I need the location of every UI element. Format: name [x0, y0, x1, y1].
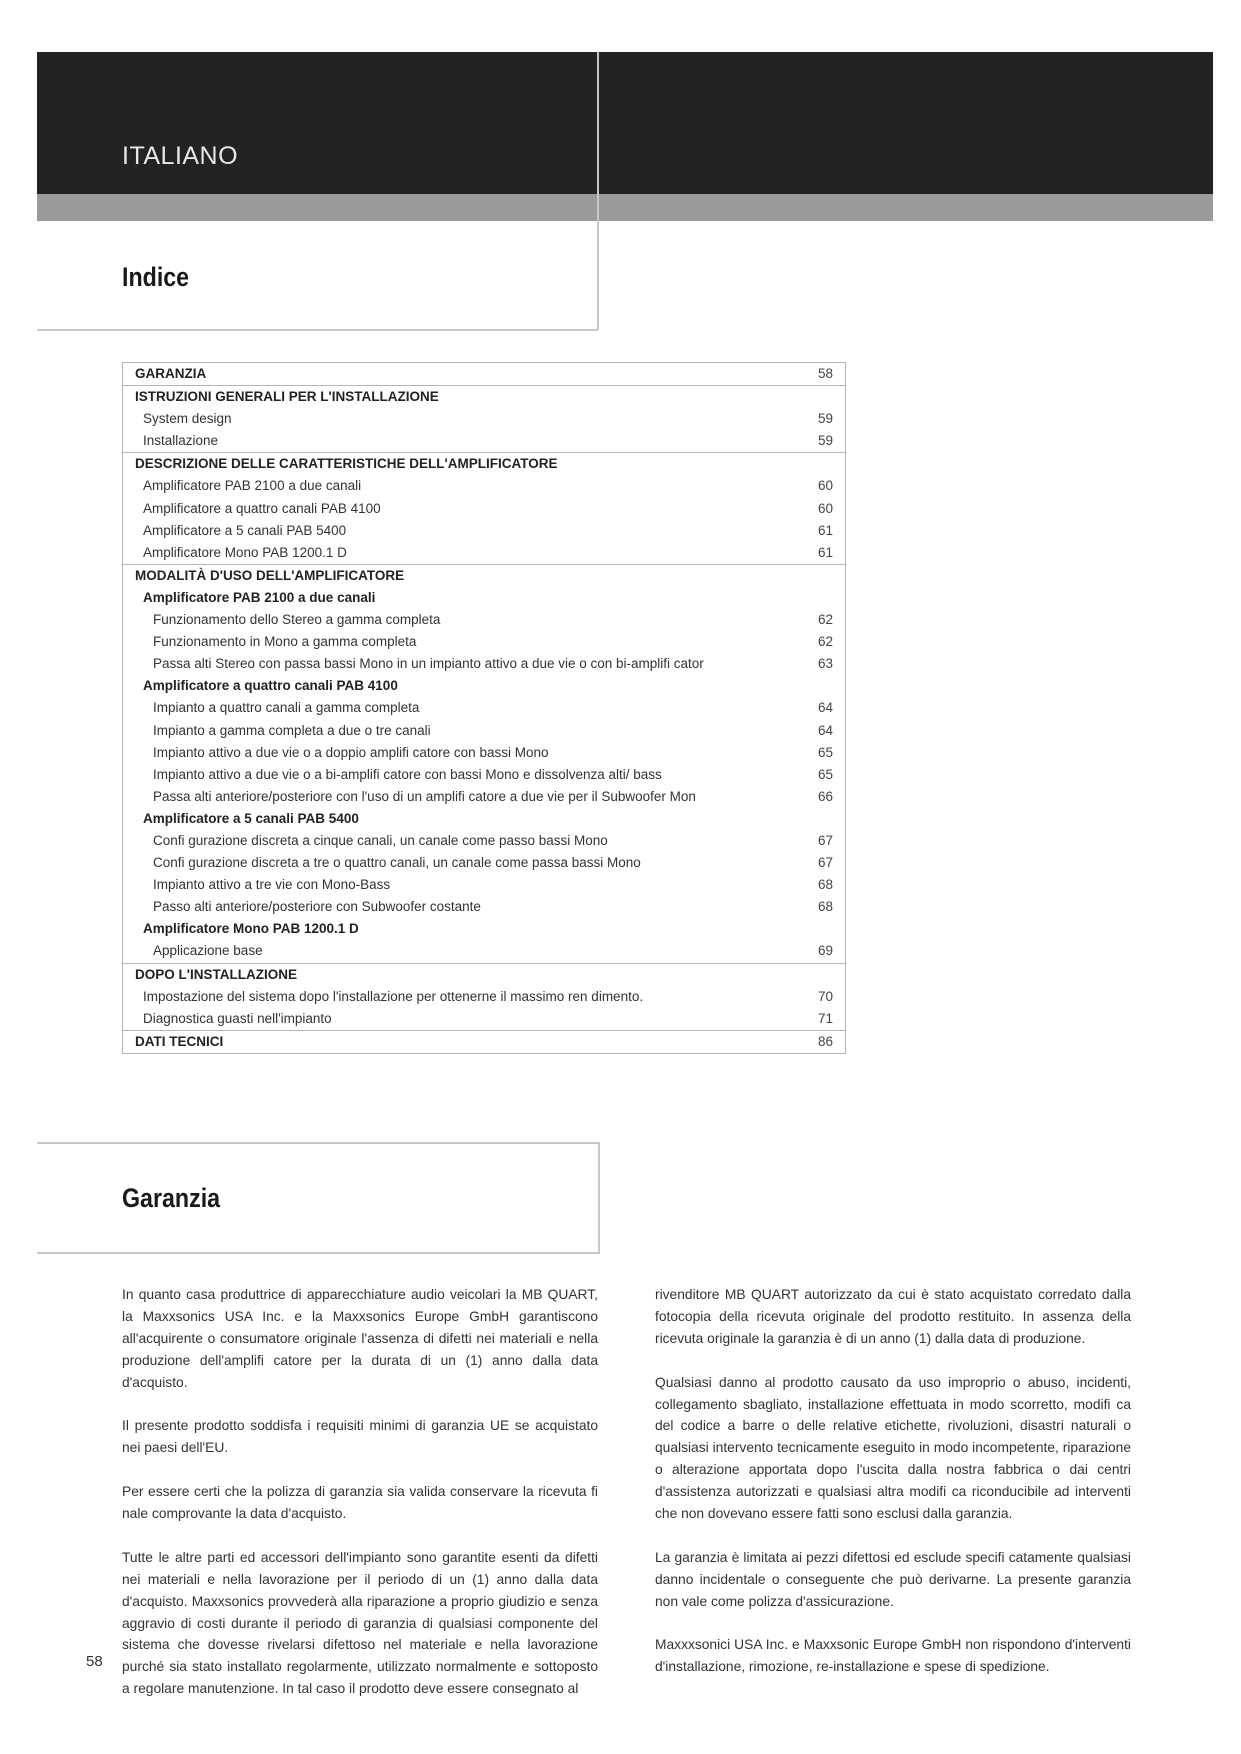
- paragraph: Qualsiasi danno al prodotto causato da uso improprio o abuso, incidenti, collegamento sbagliato, installazione effettuata in modo scorretto, modifi ca del codice a barre o delle relative etichette, rivoluzioni, disastri naturali o qualsiasi intervento tecnicamente eseguito in modo incompetente, riparazione o alterazione apportata dopo l'uscita dalla nostra fabbrica o dai centri d'assistenza autorizzati e qualsiasi altra modifi ca riconducibile ad interventi che non dovevano essere fatti sono esclusi dalla garanzia.: [655, 1374, 1131, 1522]
- toc-entry-title: ISTRUZIONI GENERALI PER L'INSTALLAZIONE: [135, 389, 439, 405]
- toc-entry-page: 58: [817, 366, 833, 381]
- toc-entry-title: Amplificatore Mono PAB 1200.1 D: [143, 544, 347, 560]
- toc-entry[interactable]: [123, 385, 845, 408]
- toc-entry[interactable]: [123, 498, 845, 520]
- toc-entry-page: 64: [817, 722, 833, 738]
- index-title: Indice: [122, 262, 190, 292]
- paragraph: Per essere certi che la polizza di garanzia sia valida conservare la ricevuta fi nale comprovante la data d'acquisto.: [122, 1484, 598, 1522]
- toc-entry[interactable]: [123, 1008, 845, 1030]
- toc-entry-page: 65: [817, 744, 833, 760]
- toc-entry[interactable]: [123, 808, 845, 830]
- toc-entry[interactable]: [123, 742, 845, 764]
- toc-entry[interactable]: [123, 631, 845, 653]
- toc-entry[interactable]: [123, 653, 845, 675]
- toc-entry-page: 59: [817, 433, 833, 449]
- toc-entry-page: 70: [817, 988, 833, 1004]
- toc-entry-title: Applicazione base: [153, 943, 263, 959]
- warranty-column-left: [122, 1284, 598, 1722]
- toc-entry[interactable]: [123, 918, 845, 940]
- toc-entry-title: Confi gurazione discreta a tre o quattro canali, un canale come passa bassi Mono: [153, 855, 641, 871]
- toc-entry[interactable]: [123, 986, 845, 1008]
- toc-entry-title: Passa alti Stereo con passa bassi Mono in un impianto attivo a due vie o con bi-amplifi cator: [153, 656, 704, 672]
- toc-entry-title: Amplificatore PAB 2100 a due canali: [143, 478, 362, 494]
- toc-entry-title: Impianto attivo a tre vie con Mono-Bass: [153, 877, 391, 893]
- toc-entry[interactable]: [123, 697, 845, 719]
- toc-entry[interactable]: [123, 830, 845, 852]
- toc-entry-title: Amplificatore a 5 canali PAB 5400: [143, 810, 359, 826]
- toc-entry[interactable]: [123, 430, 845, 452]
- header-stripe: [37, 194, 1213, 221]
- toc-entry[interactable]: [123, 852, 845, 874]
- toc-entry-page: 66: [817, 788, 833, 804]
- header-band: [37, 52, 1213, 194]
- toc-entry-page: 68: [817, 877, 833, 893]
- toc-entry-page: 68: [817, 899, 833, 915]
- table-of-contents: [122, 362, 846, 1054]
- toc-entry-title: MODALITÀ D'USO DELL'AMPLIFICATORE: [135, 567, 405, 583]
- toc-entry[interactable]: [123, 896, 845, 918]
- toc-entry-title: Impianto a gamma completa a due o tre canali: [153, 722, 431, 738]
- toc-entry-title: Impostazione del sistema dopo l'installazione per ottenerne il massimo ren dimento.: [143, 988, 644, 1004]
- page-number: 58: [86, 1653, 103, 1670]
- toc-entry-page: 63: [817, 656, 833, 672]
- toc-entry-page: 59: [817, 411, 833, 427]
- toc-entry[interactable]: [123, 564, 845, 587]
- toc-entry-page: 60: [817, 500, 833, 516]
- toc-entry-title: Passa alti anteriore/posteriore con l'uso di un amplifi catore a due vie per il Subwoofer Mon: [153, 788, 696, 804]
- toc-entry[interactable]: [123, 520, 845, 542]
- language-label: ITALIANO: [122, 142, 239, 170]
- toc-entry-title: Funzionamento in Mono a gamma completa: [153, 634, 417, 650]
- toc-entry-title: Amplificatore a quattro canali PAB 4100: [143, 678, 398, 694]
- toc-entry-title: DOPO L'INSTALLAZIONE: [135, 966, 297, 982]
- toc-entry-title: Amplificatore Mono PAB 1200.1 D: [143, 921, 359, 937]
- toc-entry[interactable]: [123, 452, 845, 475]
- toc-entry-title: Funzionamento dello Stereo a gamma completa: [153, 612, 441, 628]
- paragraph: rivenditore MB QUART autorizzato da cui è stato acquistato corredato dalla fotocopia della ricevuta originale del prodotto restituito. In assenza della ricevuta originale la garanzia è di un anno (1) dalla data di produzione.: [655, 1287, 1131, 1346]
- paragraph: La garanzia è limitata ai pezzi difettosi ed esclude specifi catamente qualsiasi danno incidentale o conseguente che può derivarne. La presente garanzia non vale come polizza d'assicurazione.: [655, 1549, 1131, 1609]
- toc-entry-page: 67: [817, 855, 833, 871]
- toc-entry-title: Amplificatore a quattro canali PAB 4100: [143, 500, 381, 516]
- toc-entry[interactable]: [123, 408, 845, 430]
- toc-entry-page: 61: [817, 522, 833, 538]
- toc-entry-title: Impianto attivo a due vie o a bi-amplifi catore con bassi Mono e dissolvenza alti/ bass: [153, 766, 662, 782]
- paragraph: Maxxxsonici USA Inc. e Maxxsonic Europe GmbH non rispondono d'interventi d'installazione, rimozione, re-installazione e spese di spedizione.: [655, 1637, 1131, 1675]
- toc-entry[interactable]: [123, 940, 845, 962]
- toc-entry[interactable]: [123, 675, 845, 697]
- toc-entry-page: 69: [817, 943, 833, 959]
- toc-entry-title: Impianto a quattro canali a gamma completa: [153, 700, 420, 716]
- toc-entry-title: Passo alti anteriore/posteriore con Subwoofer costante: [153, 899, 481, 915]
- toc-entry-page: 60: [817, 478, 833, 494]
- toc-entry[interactable]: [123, 720, 845, 742]
- paragraph: In quanto casa produttrice di apparecchiature audio veicolari la MB QUART, la Maxxsonics USA Inc. e la Maxxsonics Europe GmbH garantiscono all'acquirente o consumatore originale l'assenza di difetti nei materiali e nella produzione dell'amplifi catore per la durata di un (1) anno dalla data d'acquisto.: [122, 1287, 598, 1390]
- toc-entry-title: Amplificatore PAB 2100 a due canali: [143, 589, 376, 605]
- toc-entry-page: 64: [817, 700, 833, 716]
- toc-entry-page: 86: [817, 1033, 833, 1049]
- toc-entry-page: 67: [817, 832, 833, 848]
- toc-entry-page: 61: [817, 544, 833, 560]
- toc-entry[interactable]: [123, 1030, 845, 1053]
- toc-entry-title: DATI TECNICI: [135, 1033, 224, 1049]
- toc-entry[interactable]: [123, 874, 845, 896]
- warranty-column-right: [655, 1284, 1131, 1700]
- paragraph: Il presente prodotto soddisfa i requisiti minimi di garanzia UE se acquistato nei paesi dell'EU.: [122, 1418, 598, 1456]
- toc-entry-title: Amplificatore a 5 canali PAB 5400: [143, 522, 347, 538]
- toc-entry[interactable]: [123, 609, 845, 631]
- toc-entry[interactable]: [123, 363, 845, 385]
- toc-entry-title: System design: [143, 411, 232, 427]
- toc-entry-title: Diagnostica guasti nell'impianto: [143, 1010, 332, 1026]
- toc-entry[interactable]: [123, 542, 845, 564]
- toc-entry-page: 65: [817, 766, 833, 782]
- toc-entry[interactable]: [123, 475, 845, 497]
- toc-entry-page: 62: [817, 612, 833, 628]
- warranty-title: Garanzia: [122, 1183, 221, 1213]
- toc-entry[interactable]: [123, 786, 845, 808]
- toc-entry-page: 62: [817, 634, 833, 650]
- toc-entry-title: DESCRIZIONE DELLE CARATTERISTICHE DELL'AMPLIFICATORE: [135, 456, 558, 472]
- toc-entry-title: Installazione: [143, 433, 219, 449]
- toc-entry[interactable]: [123, 963, 845, 986]
- toc-entry-page: 71: [817, 1010, 833, 1026]
- paragraph: Tutte le altre parti ed accessori dell'impianto sono garantite esenti da difetti nei materiali e nella lavorazione per il periodo di un (1) anno dalla data d'acquisto. Maxxsonics provvederà alla riparazione a proprio giudizio e senza aggravio di costi durante il periodo di garanzia di qualsiasi componente del sistema che dovesse rivelarsi difettoso nel materiale e nella lavorazione purché sia stato installato regolarmente, utilizzato normalmente e sottoposto a regolare manutenzione. In tal caso il prodotto deve essere consegnato al: [122, 1549, 598, 1697]
- toc-entry[interactable]: [123, 764, 845, 786]
- toc-entry-title: Impianto attivo a due vie o a doppio amplifi catore con bassi Mono: [153, 744, 549, 760]
- toc-entry[interactable]: [123, 587, 845, 609]
- toc-entry-title: GARANZIA: [135, 366, 207, 381]
- toc-entry-title: Confi gurazione discreta a cinque canali, un canale come passo bassi Mono: [153, 832, 608, 848]
